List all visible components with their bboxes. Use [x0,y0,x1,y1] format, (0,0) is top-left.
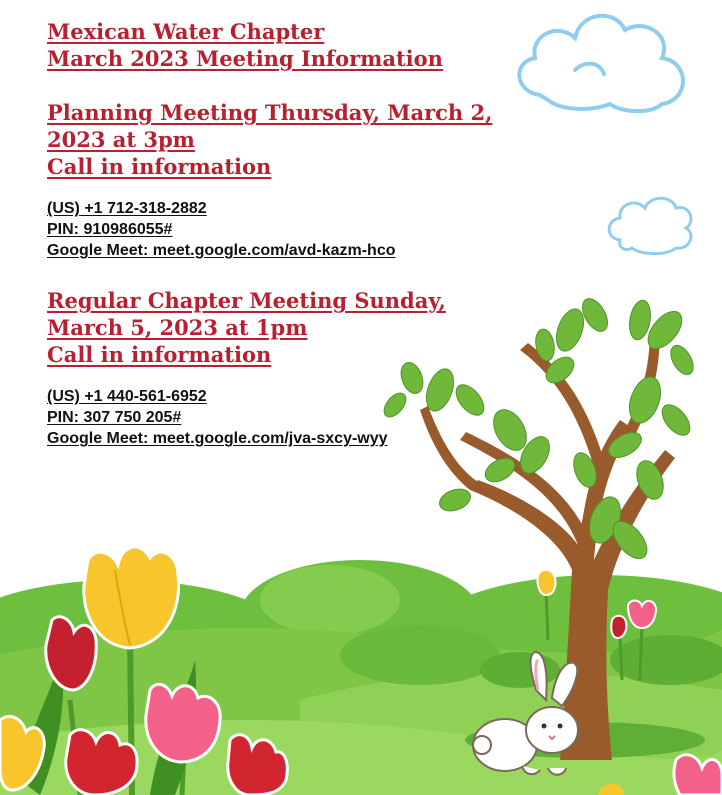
regular-call-details [47,386,527,449]
cloud-icon [519,16,683,111]
planning-google-meet-link[interactable]: Google Meet: meet.google.com/avd-kazm-hco [47,242,396,259]
planning-meeting-title-line1: Planning Meeting Thursday, March 2, [47,100,493,125]
planning-meeting-heading [47,99,527,180]
planning-call-details [47,198,527,261]
regular-meeting-heading [47,287,527,368]
regular-meeting-title-line1: Regular Chapter Meeting Sunday, [47,288,446,313]
planning-phone-number[interactable]: (US) +1 712-318-2882 [47,200,207,217]
regular-google-meet-link[interactable]: Google Meet: meet.google.com/jva-sxcy-wyy [47,430,388,447]
planning-meeting-title-line2: 2023 at 3pm [47,127,195,152]
page-title [47,18,527,72]
regular-phone-number[interactable]: (US) +1 440-561-6952 [47,388,207,405]
meeting-subtitle: March 2023 Meeting Information [47,46,443,71]
planning-pin: PIN: 910986055# [47,221,173,238]
planning-call-in-heading: Call in information [47,154,272,179]
chapter-name: Mexican Water Chapter [47,19,325,44]
cloud-icon [609,198,691,253]
regular-meeting-title-line2: March 5, 2023 at 1pm [47,315,308,340]
meeting-info [47,18,527,449]
regular-call-in-heading: Call in information [47,342,272,367]
regular-pin: PIN: 307 750 205# [47,409,182,426]
